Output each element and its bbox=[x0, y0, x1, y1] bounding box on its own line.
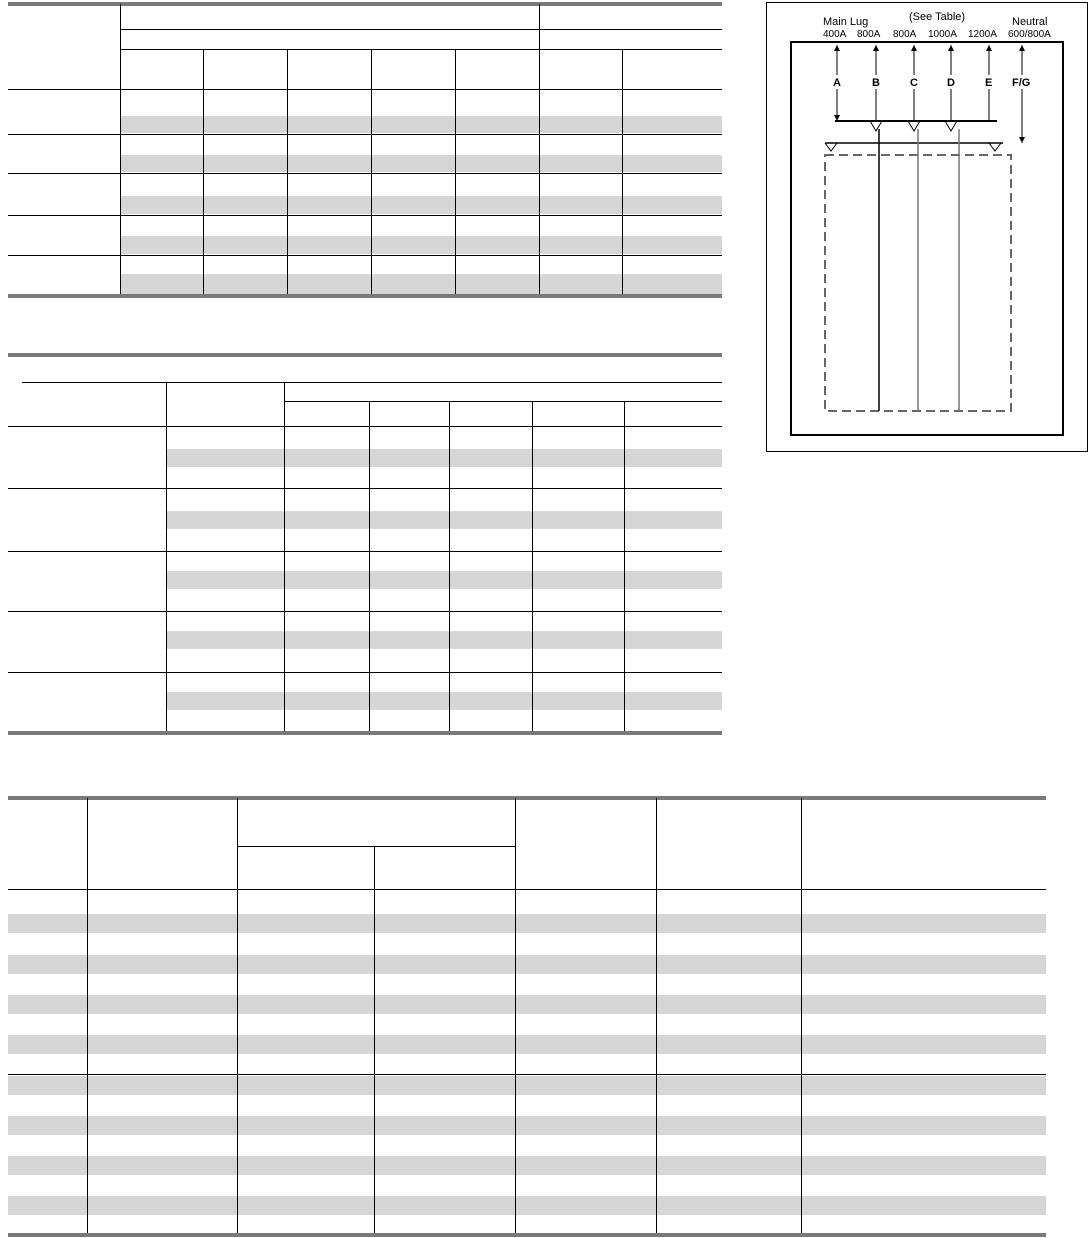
table-1-col-line bbox=[622, 49, 623, 296]
rating-label: 1200A bbox=[968, 29, 997, 40]
table-1-col-line bbox=[455, 49, 456, 296]
table-1-row-shade bbox=[120, 196, 722, 214]
table-3 bbox=[0, 794, 1046, 1238]
table-3-row-shade bbox=[8, 1076, 1046, 1095]
table-1-header-line bbox=[120, 49, 722, 50]
table-2-row-line bbox=[8, 611, 722, 612]
table-2-col-line bbox=[624, 401, 625, 732]
table-1-row-line bbox=[8, 255, 722, 256]
table-1-header-line bbox=[120, 29, 722, 30]
dimension-letter: A bbox=[833, 77, 841, 89]
table-3-row-shade bbox=[8, 955, 1046, 974]
table-2-row-line bbox=[8, 672, 722, 673]
dimension-letter: F/G bbox=[1012, 77, 1031, 89]
table-3-row-shade bbox=[8, 914, 1046, 933]
diagram-drawing bbox=[767, 3, 1089, 453]
table-1-col-line bbox=[371, 49, 372, 296]
table-1-col-line bbox=[539, 4, 540, 296]
table-2-row-line bbox=[8, 551, 722, 552]
dimension-letter: D bbox=[947, 77, 955, 89]
table-3-col-line bbox=[374, 846, 375, 1234]
table-1-row-line bbox=[8, 89, 722, 90]
table-3-bottom-rule bbox=[8, 1233, 1046, 1237]
table-2-col-line bbox=[166, 382, 167, 732]
table-3-header-line bbox=[8, 889, 1046, 890]
table-2-row-line bbox=[8, 488, 722, 489]
table-1-col-line bbox=[287, 49, 288, 296]
table-2-col-line bbox=[369, 401, 370, 732]
table-3-row-shade bbox=[8, 995, 1046, 1014]
table-2-row-shade bbox=[166, 692, 722, 710]
table-1-col-line bbox=[120, 4, 121, 296]
table-1-row-shade bbox=[120, 116, 722, 133]
table-1 bbox=[0, 0, 722, 300]
table-3-row-shade bbox=[8, 1035, 1046, 1054]
table-3-header-line bbox=[237, 846, 515, 847]
main-lug-label: Main Lug bbox=[823, 16, 869, 28]
table-1-col-line bbox=[203, 49, 204, 296]
table-1-row-shade bbox=[120, 155, 722, 172]
table-3-row-shade bbox=[8, 1116, 1046, 1135]
table-1-top-rule bbox=[8, 2, 722, 6]
table-2-row-shade bbox=[166, 511, 722, 529]
rating-label: 400A bbox=[823, 29, 847, 40]
table-2-bottom-rule bbox=[8, 731, 722, 735]
table-1-row-shade bbox=[120, 236, 722, 254]
table-3-col-line bbox=[656, 798, 657, 1234]
dimension-diagram bbox=[766, 2, 1088, 452]
rating-label: 800A bbox=[893, 29, 917, 40]
table-3-col-line bbox=[801, 798, 802, 1234]
table-2-col-line bbox=[284, 382, 285, 732]
table-2-row-shade bbox=[166, 571, 722, 589]
table-1-bottom-rule bbox=[8, 294, 722, 298]
table-2 bbox=[0, 350, 722, 740]
dimension-letter: E bbox=[985, 77, 993, 89]
dimension-letter: B bbox=[872, 77, 880, 89]
table-1-row-line bbox=[8, 134, 722, 135]
table-1-row-line bbox=[8, 215, 722, 216]
table-2-header-line bbox=[22, 382, 722, 383]
dimension-letter: C bbox=[910, 77, 918, 89]
table-1-row-line bbox=[8, 173, 722, 174]
table-3-row-shade bbox=[8, 1156, 1046, 1175]
table-3-col-line bbox=[237, 798, 238, 1234]
table-2-col-line bbox=[449, 401, 450, 732]
table-3-group-line bbox=[8, 1074, 1046, 1075]
table-3-col-line bbox=[87, 798, 88, 1234]
table-2-col-line bbox=[532, 401, 533, 732]
table-3-col-line bbox=[515, 798, 516, 1234]
rating-label: 600/800A bbox=[1008, 29, 1051, 40]
see-table-label: (See Table) bbox=[909, 11, 966, 23]
table-2-row-shade bbox=[166, 631, 722, 649]
rating-label: 1000A bbox=[928, 29, 957, 40]
neutral-label: Neutral bbox=[1012, 16, 1048, 28]
table-2-row-shade bbox=[166, 449, 722, 467]
table-2-row-line bbox=[8, 426, 722, 427]
table-3-top-rule bbox=[8, 796, 1046, 800]
table-3-row-shade bbox=[8, 1196, 1046, 1215]
table-2-top-rule bbox=[8, 353, 722, 357]
table-2-header-line bbox=[284, 401, 722, 402]
rating-label: 800A bbox=[857, 29, 881, 40]
table-1-row-shade bbox=[120, 274, 722, 294]
